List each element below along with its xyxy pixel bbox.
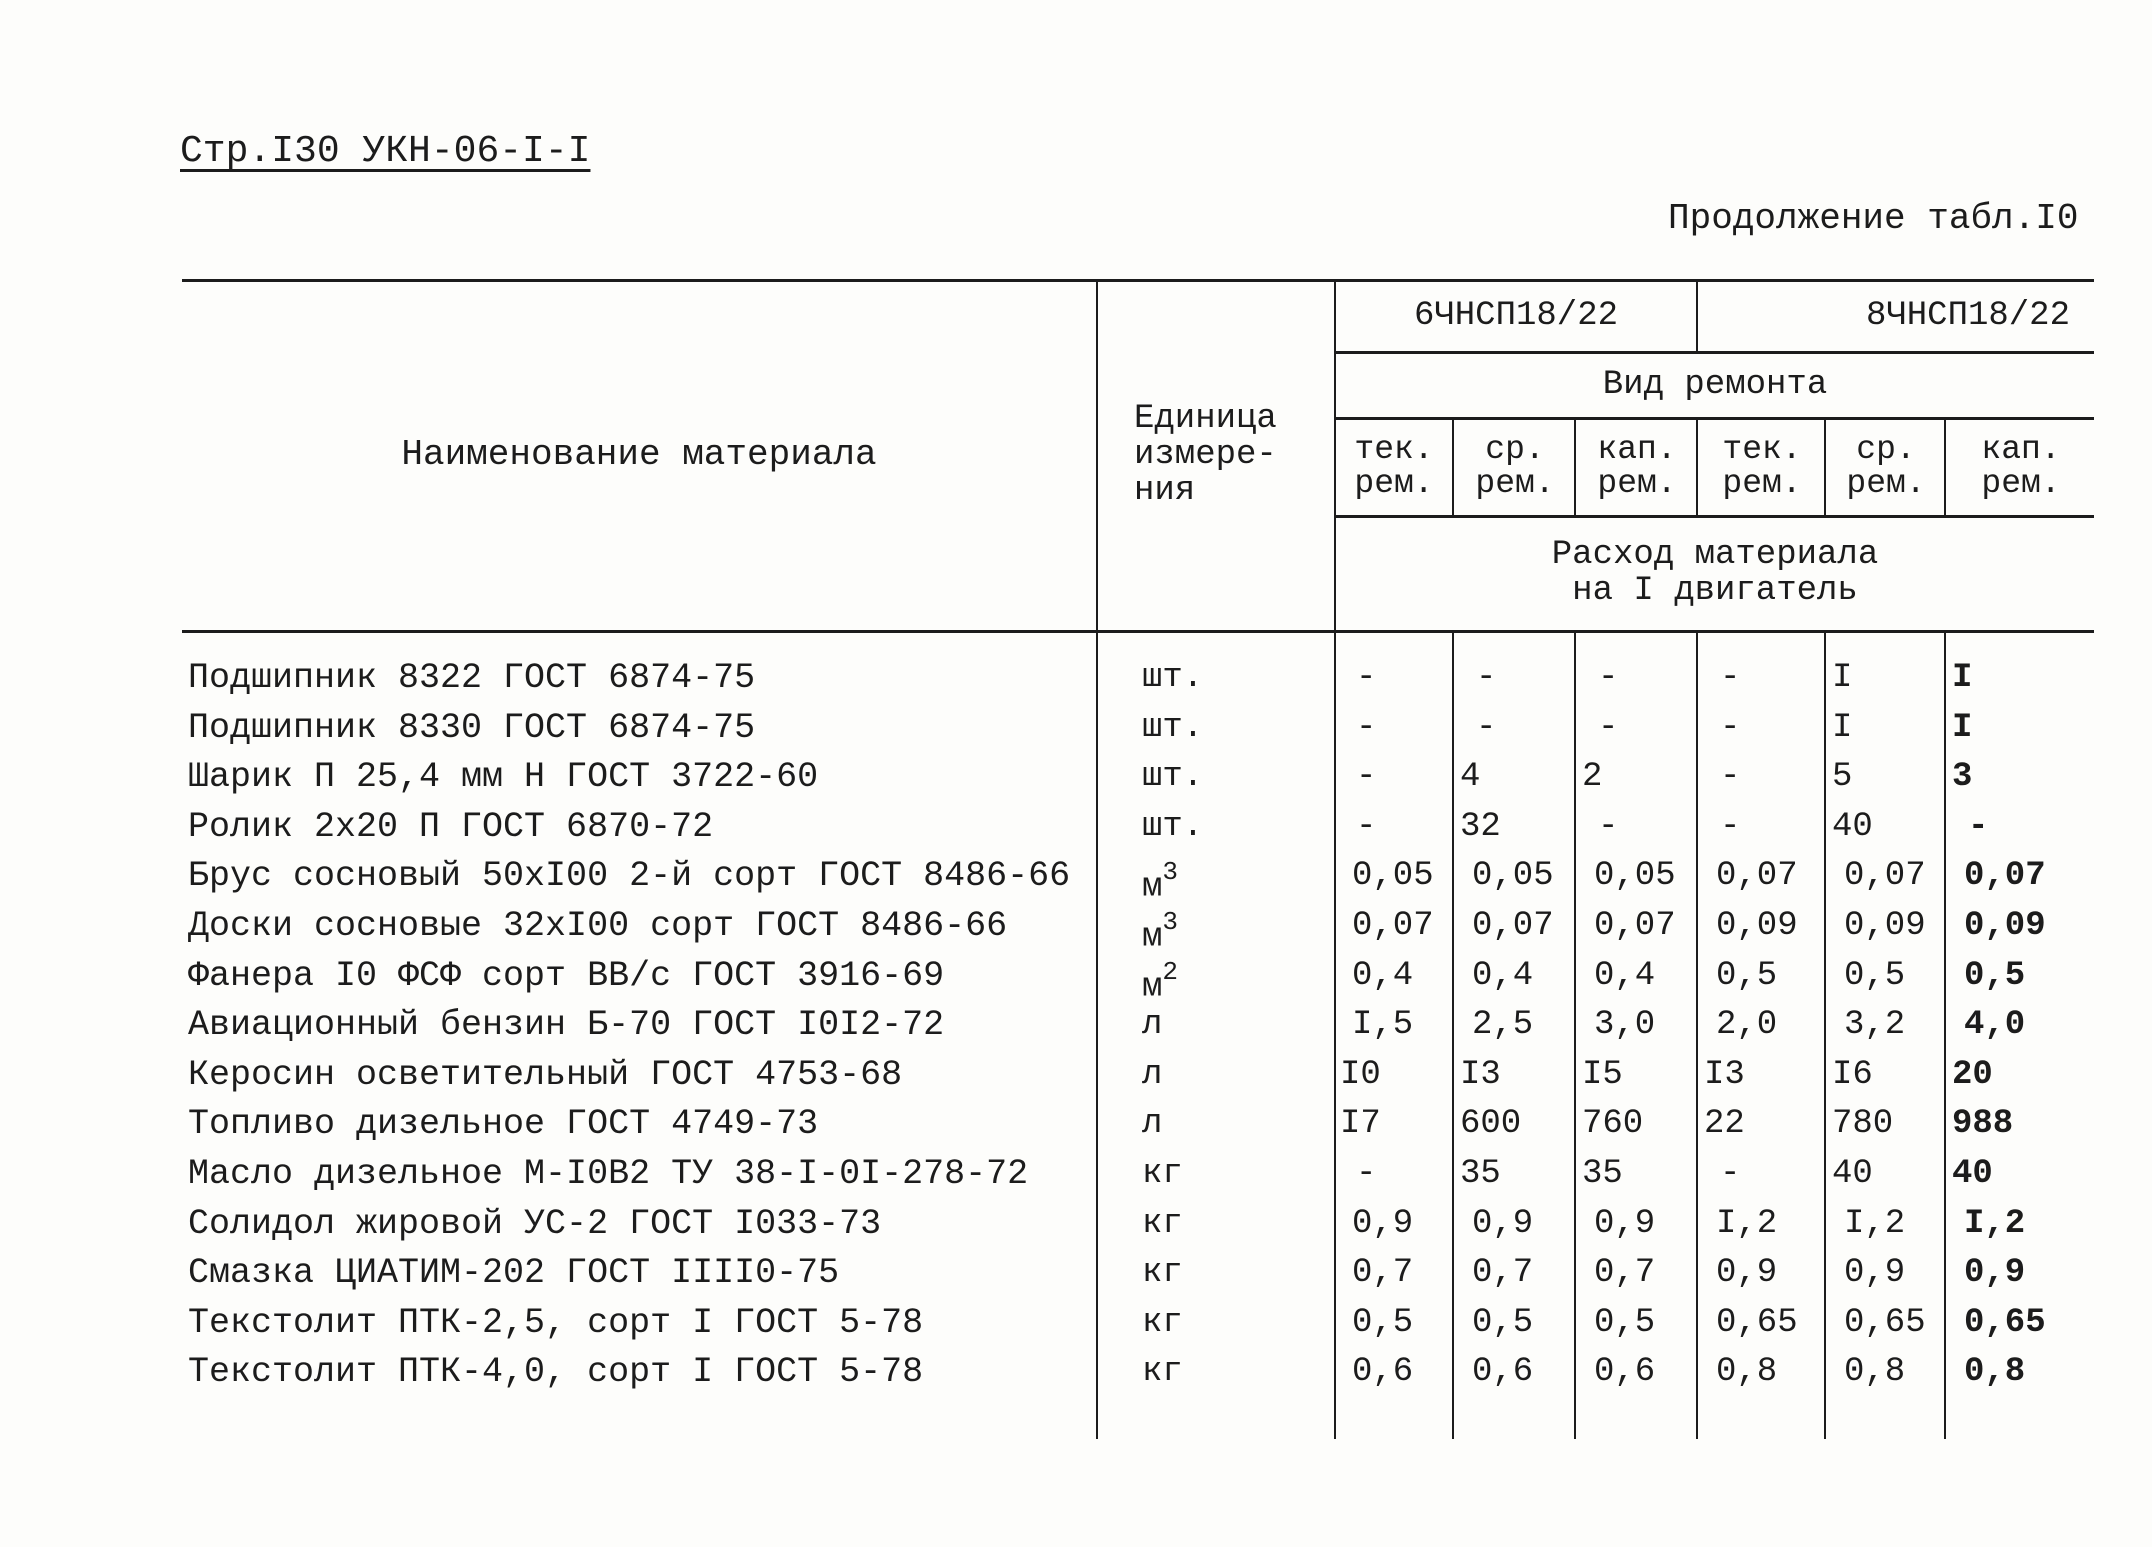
consumption-value: 0,07 — [1472, 907, 1554, 945]
consumption-value: 4 — [1460, 758, 1481, 797]
consumption-value: - — [1356, 708, 1377, 747]
consumption-value: 22 — [1704, 1105, 1745, 1144]
consumption-value: 0,9 — [1594, 1204, 1656, 1243]
consumption-value: 760 — [1582, 1105, 1644, 1144]
unit-text: кг — [1142, 1303, 1183, 1342]
unit-exponent: 2 — [1162, 956, 1179, 987]
consumption-value: 780 — [1832, 1105, 1894, 1144]
unit-of-measure — [1142, 757, 1203, 797]
unit-of-measure — [1142, 807, 1203, 847]
consumption-value: 0,9 — [1716, 1254, 1778, 1293]
material-name: Смазка ЦИАТИМ-202 ГОСТ IIII0-75 — [188, 1253, 840, 1294]
consumption-value: 0,65 — [1716, 1303, 1798, 1342]
consumption-value: - — [1356, 1155, 1377, 1193]
consumption-value: 0,4 — [1594, 956, 1656, 995]
consumption-value: 0,9 — [1472, 1204, 1534, 1243]
unit-text: шт. — [1142, 807, 1204, 846]
unit-of-measure — [1142, 1253, 1183, 1293]
unit-of-measure — [1142, 1303, 1183, 1343]
material-name: Подшипник 8322 ГОСТ 6874-75 — [188, 658, 756, 698]
consumption-value: 0,05 — [1594, 857, 1676, 896]
consumption-value: 0,05 — [1472, 857, 1554, 896]
consumption-value: I7 — [1340, 1105, 1381, 1144]
consumption-value: 4,0 — [1964, 1006, 2026, 1045]
body-divider-col-5 — [1944, 630, 1946, 1439]
unit-of-measure — [1142, 658, 1203, 698]
consumption-value: I,2 — [1844, 1204, 1906, 1243]
consumption-value: - — [1598, 807, 1619, 846]
consumption-value: 0,9 — [1352, 1204, 1414, 1243]
consumption-value: 20 — [1952, 1055, 1993, 1094]
divider-col-4 — [1824, 417, 1826, 515]
material-name: Солидол жировой УС-2 ГОСТ I033-73 — [188, 1203, 882, 1244]
unit-of-measure — [1142, 1005, 1162, 1045]
unit-text: м — [1142, 918, 1163, 957]
consumption-value: 0,07 — [1844, 857, 1926, 896]
consumption-value: 0,7 — [1472, 1254, 1534, 1293]
consumption-value: - — [1356, 807, 1377, 846]
material-name: Ролик 2x20 П ГОСТ 6870-72 — [188, 806, 714, 847]
divider-name-unit — [1096, 279, 1098, 1439]
consumption-value: - — [1598, 659, 1619, 697]
column-header-unit — [1100, 279, 1334, 630]
consumption-value: 0,65 — [1964, 1303, 2046, 1342]
unit-of-measure — [1142, 906, 1178, 957]
body-divider-col-1 — [1452, 630, 1454, 1439]
consumption-value: 40 — [1952, 1155, 1993, 1193]
consumption-value: I3 — [1704, 1055, 1745, 1094]
material-name: Шарик П 25,4 мм Н ГОСТ 3722-60 — [188, 757, 819, 798]
consumption-value: - — [1598, 708, 1619, 747]
engine-header-8: 8ЧНСП18/22 — [1865, 297, 2070, 335]
material-name: Текстолит ПТК-2,5, сорт I ГОСТ 5-78 — [188, 1302, 924, 1343]
consumption-value: - — [1968, 807, 1989, 846]
unit-of-measure — [1142, 956, 1178, 1007]
unit-text: л — [1142, 1006, 1163, 1045]
repair-col-header-3: кап. рем. — [1597, 431, 1677, 502]
unit-text: кг — [1142, 1155, 1183, 1193]
unit-of-measure — [1142, 1154, 1183, 1194]
repair-col-header-4: тек. рем. — [1722, 431, 1802, 502]
consumption-value: 3 — [1952, 758, 1973, 797]
repair-type-header: Вид ремонта — [1602, 366, 1828, 404]
consumption-value: 40 — [1832, 807, 1873, 846]
table-continuation-label: Продолжение табл.I0 — [1668, 198, 2079, 239]
material-name: Брус сосновый 50xI00 2-й сорт ГОСТ 8486-66 — [188, 856, 1071, 897]
consumption-value: 0,05 — [1352, 857, 1434, 896]
material-name: Подшипник 8330 ГОСТ 6874-75 — [188, 707, 756, 748]
consumption-value: 0,5 — [1352, 1303, 1414, 1342]
unit-exponent: 3 — [1162, 857, 1179, 888]
consumption-value: 0,5 — [1964, 956, 2026, 995]
body-divider-col-2 — [1574, 630, 1576, 1439]
consumption-value: 2 — [1582, 758, 1603, 797]
consumption-value: 0,6 — [1472, 1353, 1534, 1392]
unit-of-measure — [1142, 1352, 1183, 1392]
material-name: Авиационный бензин Б-70 ГОСТ I0I2-72 — [188, 1005, 945, 1046]
unit-text: л — [1142, 1055, 1163, 1094]
repair-col-header-2: ср. рем. — [1475, 431, 1555, 502]
consumption-value: 0,9 — [1964, 1254, 2026, 1293]
column-header-unit-text: Единица измере-ния — [1134, 399, 1277, 510]
consumption-value: 0,8 — [1844, 1353, 1906, 1392]
consumption-value: - — [1356, 758, 1377, 797]
repair-type-rule — [1334, 417, 2094, 420]
consumption-value: 0,09 — [1716, 907, 1798, 945]
consumption-value: 0,07 — [1964, 857, 2046, 896]
consumption-value: - — [1356, 659, 1377, 697]
consumption-value: I3 — [1460, 1055, 1501, 1094]
consumption-value: 0,4 — [1472, 956, 1534, 995]
consumption-value: 0,5 — [1472, 1303, 1534, 1342]
consumption-value: 0,8 — [1716, 1353, 1778, 1392]
consumption-value: I — [1952, 708, 1973, 747]
divider-col-2 — [1574, 417, 1576, 515]
unit-of-measure — [1142, 708, 1203, 748]
consumption-value: 0,5 — [1716, 956, 1778, 995]
consumption-value: I5 — [1582, 1055, 1623, 1094]
unit-text: кг — [1142, 1254, 1183, 1293]
consumption-value: I6 — [1832, 1055, 1873, 1094]
column-header-material: Наименование материала — [401, 433, 877, 475]
consumption-value: 3,0 — [1594, 1006, 1656, 1045]
unit-of-measure — [1142, 1104, 1162, 1144]
consumption-value: 0,6 — [1594, 1353, 1656, 1392]
consumption-value: - — [1720, 807, 1741, 846]
consumption-value: 0,5 — [1594, 1303, 1656, 1342]
material-name: Топливо дизельное ГОСТ 4749-73 — [188, 1104, 819, 1145]
consumption-value: - — [1720, 1155, 1741, 1193]
unit-text: л — [1142, 1105, 1163, 1144]
repair-col-header-6: кап. рем. — [1981, 431, 2061, 502]
consumption-value: I,2 — [1964, 1204, 2026, 1243]
divider-col-5 — [1944, 417, 1946, 515]
consumption-value: 40 — [1832, 1155, 1873, 1193]
material-name: Фанера I0 ФСФ сорт ВВ/с ГОСТ 3916-69 — [188, 955, 945, 996]
page-reference: Стр.I30 УКН-06-I-I — [180, 130, 591, 173]
unit-text: шт. — [1142, 758, 1204, 797]
consumption-value: 0,65 — [1844, 1303, 1926, 1342]
consumption-value: 35 — [1582, 1155, 1623, 1193]
material-name: Текстолит ПТК-4,0, сорт I ГОСТ 5-78 — [188, 1352, 924, 1393]
consumption-value: 0,07 — [1716, 857, 1798, 896]
consumption-value: 2,5 — [1472, 1006, 1534, 1045]
material-name: Доски сосновые 32xI00 сорт ГОСТ 8486-66 — [188, 906, 1008, 946]
unit-text: шт. — [1142, 708, 1204, 747]
unit-text: м — [1142, 868, 1163, 907]
consumption-value: 0,07 — [1594, 907, 1676, 945]
material-name: Керосин осветительный ГОСТ 4753-68 — [188, 1054, 903, 1095]
material-name: Масло дизельное М-I0В2 ТУ 38-I-0I-278-72 — [188, 1154, 1029, 1194]
consumption-value: I,2 — [1716, 1204, 1778, 1243]
consumption-value: - — [1476, 708, 1497, 747]
divider-col-1 — [1452, 417, 1454, 515]
consumption-value: 0,7 — [1594, 1254, 1656, 1293]
consumption-value: I — [1952, 659, 1973, 697]
consumption-value: 600 — [1460, 1105, 1522, 1144]
repair-col-header-5: ср. рем. — [1846, 431, 1926, 502]
unit-of-measure — [1142, 1204, 1183, 1244]
consumption-header — [1336, 518, 2094, 628]
consumption-value: 0,8 — [1964, 1353, 2026, 1392]
consumption-value: 0,09 — [1964, 907, 2046, 945]
consumption-value: 0,6 — [1352, 1353, 1414, 1392]
unit-of-measure — [1142, 856, 1178, 907]
consumption-value: 0,4 — [1352, 956, 1414, 995]
consumption-value: - — [1720, 708, 1741, 747]
consumption-value: I — [1832, 659, 1853, 697]
body-divider-col-3 — [1696, 630, 1698, 1439]
unit-text: м — [1142, 967, 1163, 1006]
consumption-value: 3,2 — [1844, 1006, 1906, 1045]
unit-text: кг — [1142, 1204, 1183, 1243]
consumption-value: 0,7 — [1352, 1254, 1414, 1293]
consumption-value: 0,9 — [1844, 1254, 1906, 1293]
unit-of-measure — [1142, 1055, 1162, 1095]
consumption-value: - — [1720, 659, 1741, 697]
divider-col-3 — [1696, 417, 1698, 515]
engine-header-6: 6ЧНСП18/22 — [1413, 297, 1619, 335]
body-divider-col-4 — [1824, 630, 1826, 1439]
unit-exponent: 3 — [1162, 907, 1179, 937]
consumption-value: - — [1476, 659, 1497, 697]
consumption-value: 0,5 — [1844, 956, 1906, 995]
consumption-value: I — [1832, 708, 1853, 747]
consumption-value: 35 — [1460, 1155, 1501, 1193]
repair-col-header-1: тек. рем. — [1354, 431, 1434, 502]
unit-text: кг — [1142, 1353, 1183, 1392]
consumption-value: 0,07 — [1352, 907, 1434, 945]
unit-text: шт. — [1142, 659, 1204, 697]
consumption-value: - — [1720, 758, 1741, 797]
consumption-value: 988 — [1952, 1105, 2014, 1144]
consumption-value: I,5 — [1352, 1006, 1414, 1045]
consumption-value: I0 — [1340, 1055, 1381, 1094]
consumption-value: 5 — [1832, 758, 1853, 797]
consumption-value: 32 — [1460, 807, 1501, 846]
header-bottom-rule — [182, 630, 2094, 633]
consumption-header-text: Расход материала на I двигатель — [1551, 536, 1879, 610]
consumption-value: 0,09 — [1844, 907, 1926, 945]
consumption-value: 2,0 — [1716, 1006, 1778, 1045]
